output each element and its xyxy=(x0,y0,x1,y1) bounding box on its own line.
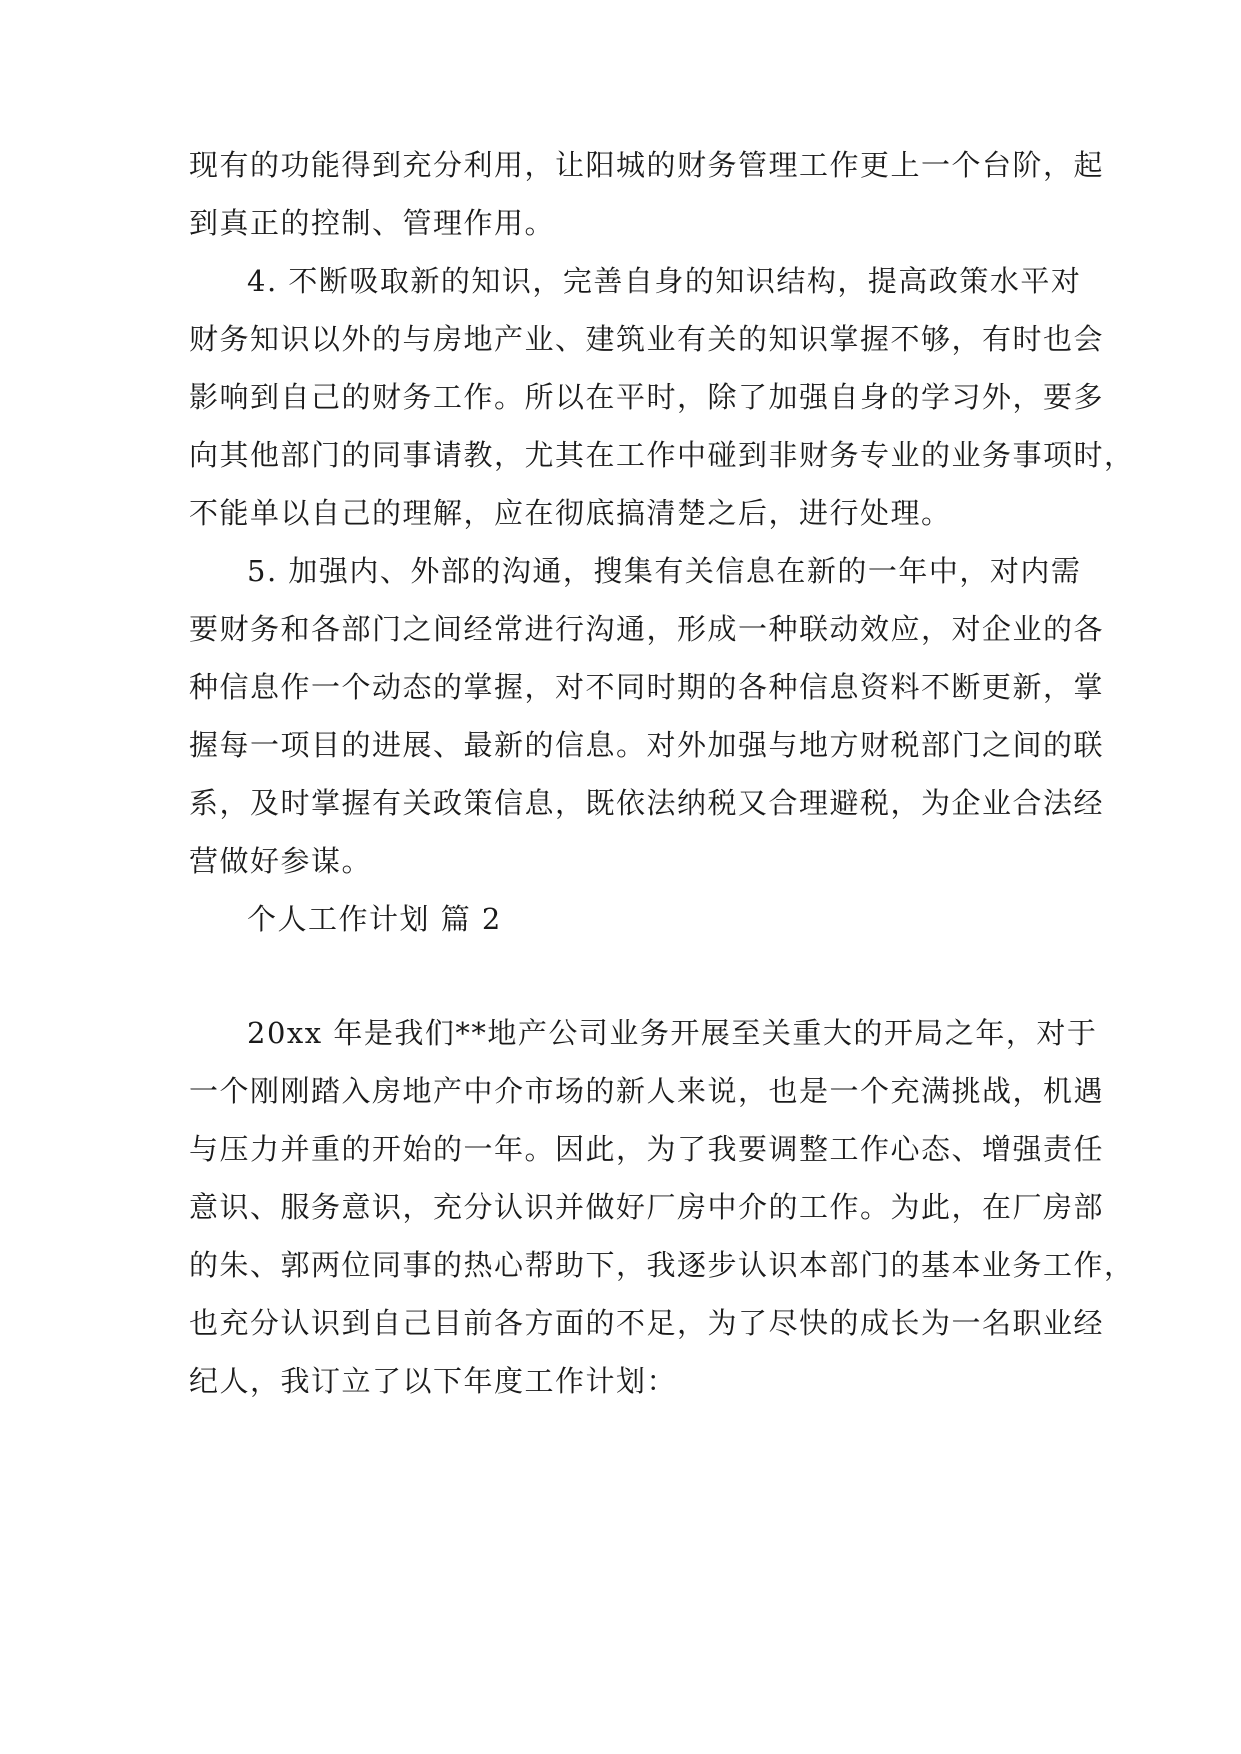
paragraph-line: 20xx 年是我们**地产公司业务开展至关重大的开局之年，对于 xyxy=(247,1016,1098,1050)
paragraph-line: 也充分认识到自己目前各方面的不足，为了尽快的成长为一名职业经 xyxy=(189,1306,1105,1340)
paragraph-line: 向其他部门的同事请教，尤其在工作中碰到非财务专业的业务事项时， xyxy=(189,438,1135,472)
paragraph-line: 种信息作一个动态的掌握，对不同时期的各种信息资料不断更新，掌 xyxy=(189,670,1105,704)
paragraph-line: 到真正的控制、管理作用。 xyxy=(189,206,556,240)
section-heading: 个人工作计划 篇 2 xyxy=(247,902,502,936)
paragraph-line: 要财务和各部门之间经常进行沟通，形成一种联动效应，对企业的各 xyxy=(189,612,1105,646)
paragraph-line: 握每一项目的进展、最新的信息。对外加强与地方财税部门之间的联 xyxy=(189,728,1105,762)
paragraph-line: 与压力并重的开始的一年。因此，为了我要调整工作心态、增强责任 xyxy=(189,1132,1105,1166)
paragraph-line: 一个刚刚踏入房地产中介市场的新人来说，也是一个充满挑战，机遇 xyxy=(189,1074,1105,1108)
paragraph-line: 财务知识以外的与房地产业、建筑业有关的知识掌握不够，有时也会 xyxy=(189,322,1105,356)
paragraph-line: 系，及时掌握有关政策信息，既依法纳税又合理避税，为企业合法经 xyxy=(189,786,1105,820)
paragraph-line: 4. 不断吸取新的知识，完善自身的知识结构，提高政策水平对 xyxy=(247,264,1082,298)
paragraph-line: 意识、服务意识，充分认识并做好厂房中介的工作。为此，在厂房部 xyxy=(189,1190,1105,1224)
paragraph-line: 现有的功能得到充分利用，让阳城的财务管理工作更上一个台阶，起 xyxy=(189,148,1105,182)
paragraph-line: 影响到自己的财务工作。所以在平时，除了加强自身的学习外，要多 xyxy=(189,380,1105,414)
paragraph-line: 纪人，我订立了以下年度工作计划： xyxy=(189,1364,678,1398)
paragraph-line: 不能单以自己的理解，应在彻底搞清楚之后，进行处理。 xyxy=(189,496,952,530)
paragraph-line: 5. 加强内、外部的沟通，搜集有关信息在新的一年中，对内需 xyxy=(247,554,1082,588)
paragraph-line: 的朱、郭两位同事的热心帮助下，我逐步认识本部门的基本业务工作， xyxy=(189,1248,1135,1282)
paragraph-line: 营做好参谋。 xyxy=(189,844,373,878)
